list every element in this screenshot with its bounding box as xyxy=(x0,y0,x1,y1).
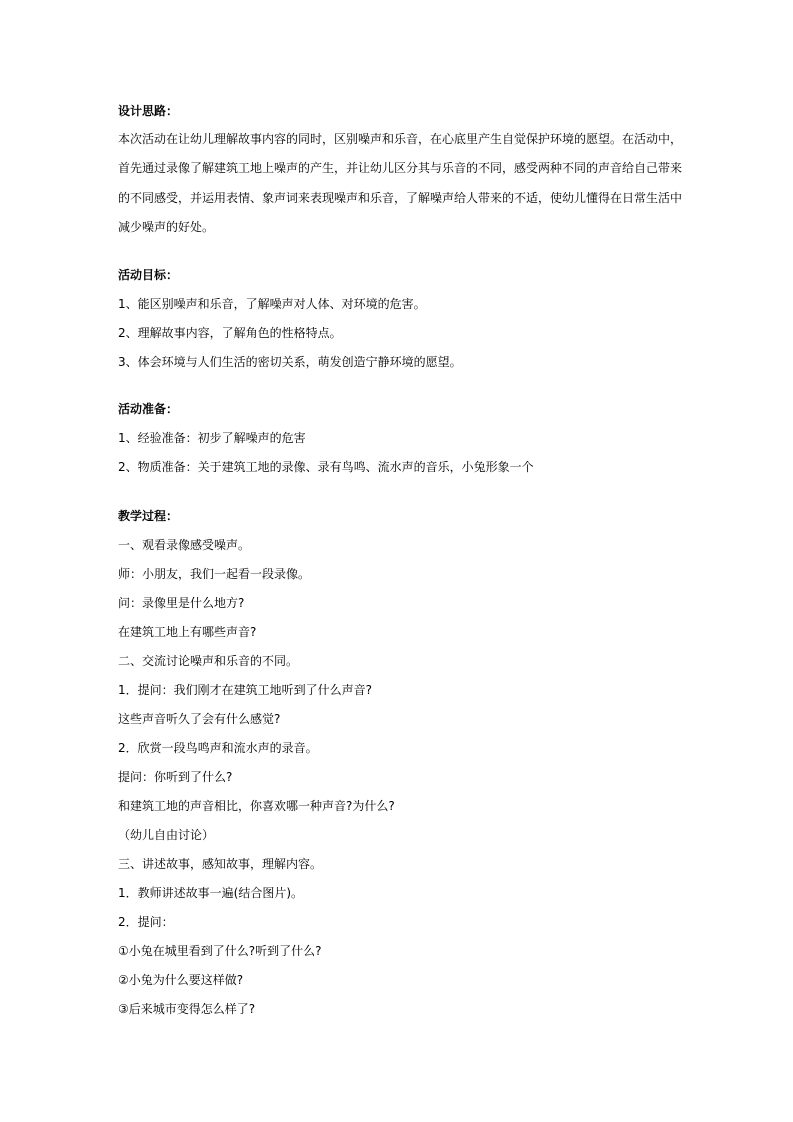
process-line: 三、讲述故事，感知故事，理解内容。 xyxy=(118,857,323,871)
prep-item: 1、经验准备：初步了解噪声的危害 xyxy=(118,431,306,445)
process-line: 和建筑工地的声音相比，你喜欢哪一种声音?为什么? xyxy=(118,799,395,813)
process-line: 提问：你听到了什么? xyxy=(118,770,233,784)
process-line: 师：小朋友，我们一起看一段录像。 xyxy=(118,567,311,581)
process-line: 在建筑工地上有哪些声音? xyxy=(118,625,257,639)
process-line: （幼儿自由讨论） xyxy=(118,828,215,842)
process-line: 问：录像里是什么地方? xyxy=(118,596,245,610)
process-line: ②小兔为什么要这样做? xyxy=(118,973,244,987)
goal-item: 3、体会环境与人们生活的密切关系，萌发创造宁静环境的愿望。 xyxy=(118,355,462,369)
process-line: 二、交流讨论噪声和乐音的不同。 xyxy=(118,654,299,668)
process-line: 1．提问：我们刚才在建筑工地听到了什么声音? xyxy=(118,683,373,697)
design-paragraph: 本次活动在让幼儿理解故事内容的同时，区别噪声和乐音，在心底里产生自觉保护环境的愿望。在活动中，首先通过录像了解建筑工地上噪声的产生，并让幼儿区分其与乐音的不同，感受两种不同的声音给自己带来的不同感受，并运用表情、象声词来表现噪声和乐音，了解噪声给人带来的不适，使幼儿懂得在日常生活中减少噪声的好处。 xyxy=(118,132,683,234)
process-line: ③后来城市变得怎么样了? xyxy=(118,1002,256,1016)
goals-heading: 活动目标： xyxy=(118,268,179,282)
design-heading: 设计思路： xyxy=(118,104,179,118)
process-line: 2．欣赏一段鸟鸣声和流水声的录音。 xyxy=(118,741,318,755)
process-line: 2．提问： xyxy=(118,915,174,929)
prep-item: 2、物质准备：关于建筑工地的录像、录有鸟鸣、流水声的音乐，小兔形象一个 xyxy=(118,460,534,474)
process-line: ①小兔在城里看到了什么?听到了什么? xyxy=(118,944,322,958)
process-heading: 教学过程： xyxy=(118,509,179,523)
prep-heading: 活动准备： xyxy=(118,402,179,416)
process-line: 这些声音听久了会有什么感觉? xyxy=(118,712,281,726)
process-line: 1．教师讲述故事一遍(结合图片)。 xyxy=(118,886,303,900)
goal-item: 2、理解故事内容，了解角色的性格特点。 xyxy=(118,326,342,340)
document-page xyxy=(118,0,688,1122)
goal-item: 1、能区别噪声和乐音，了解噪声对人体、对环境的危害。 xyxy=(118,297,426,311)
process-line: 一、观看录像感受噪声。 xyxy=(118,538,251,552)
